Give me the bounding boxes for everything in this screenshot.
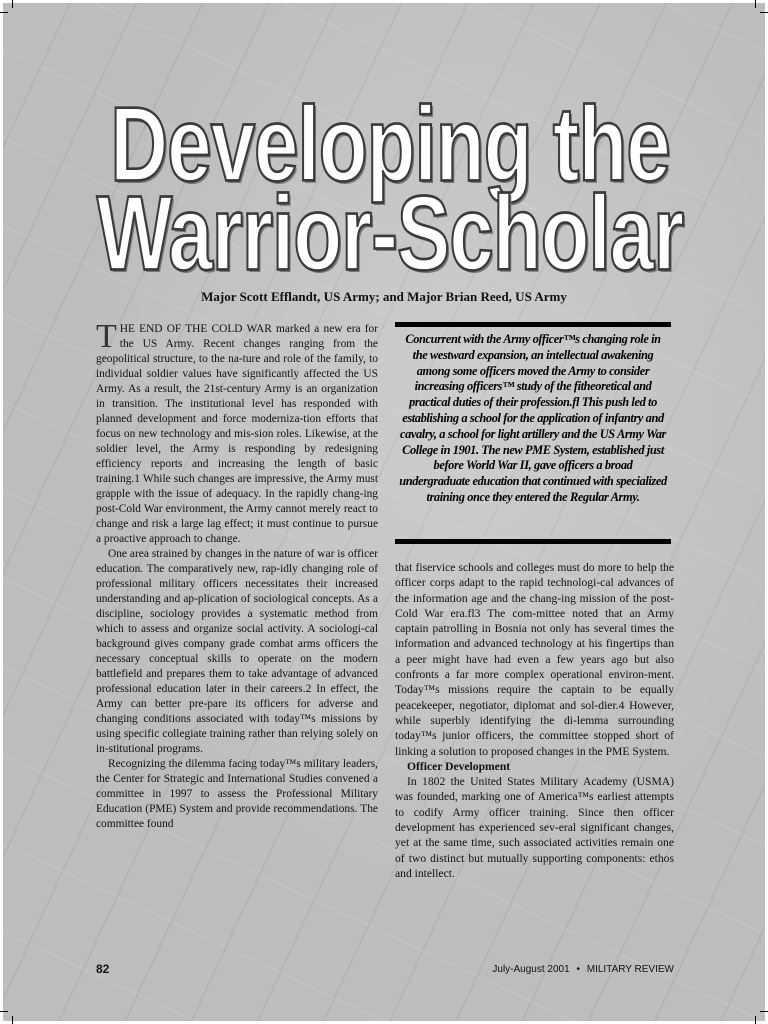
crop-mark bbox=[755, 0, 756, 8]
paragraph: One area strained by changes in the nature of war is officer education. The comparatively new, rap-idly changing role of professional military officers necessitates their increased understanding and ap-plication of sociological concepts. As a discipline, sociology provides a systematic method from which to assess and organize social activity. A sociologi-cal background gives company grade combat arms officers the necessary conceptual skills to operate on the modern battlefield and prepares them to take advantage of advanced professional education later in their careers.2 In effect, the Army can better pre-pare its officers for adverse and changing conditions associated with today™s missions by using specific collegiate training rather than relying solely on in-stitutional programs. bbox=[96, 548, 378, 755]
drop-cap: T bbox=[96, 318, 117, 355]
section-heading: Officer Development bbox=[407, 759, 511, 773]
crop-mark bbox=[12, 0, 13, 8]
paragraph: Recognizing the dilemma facing today™s military leaders, the Center for Strategic and International Studies convened a committee in 1997 to assess the Professional Military Education (PME) System and provide recommendations. The committee found bbox=[96, 758, 378, 830]
running-footer bbox=[430, 964, 674, 975]
crop-mark bbox=[755, 1016, 756, 1024]
crop-mark bbox=[760, 12, 768, 13]
right-column bbox=[395, 560, 674, 881]
article-title-line-1: Developing the bbox=[110, 85, 670, 203]
crop-mark bbox=[760, 1011, 768, 1012]
page-number: 82 bbox=[96, 962, 110, 976]
article-title-line-2: Warrior-Scholar bbox=[96, 174, 684, 292]
publication-name: MILITARY REVIEW bbox=[586, 964, 674, 975]
left-column bbox=[96, 318, 378, 832]
crop-mark bbox=[0, 12, 8, 13]
paragraph: In 1802 the United States Military Academy (USMA) was founded, marking one of America™s earliest attempts to codify Army officer training. Since then officer development has experienced sev-eral significant changes, yet at the same time, such associated activities remain one of two distinct but mutually supporting components: ethos and intellect. bbox=[395, 775, 674, 880]
issue-date: July-August 2001 bbox=[492, 964, 570, 975]
byline: Major Scott Efflandt, US Army; and Major Brian Reed, US Army bbox=[201, 289, 567, 304]
paragraph bbox=[96, 318, 378, 547]
crop-mark bbox=[0, 1011, 8, 1012]
paragraph-text: HE END OF THE COLD WAR marked a new era for the US Army. Recent changes ranging from the geopolitical structure, to the na-ture and role of the family, to individual soldier values have significantly affected the US Army. As a result, the 21st-century Army is an organization in transition. The institutional level has responded with planned development and force moderniza-tion efforts that focus on new technology and mis-sion roles. Likewise, at the soldier level, the Army is responding by redesigning efficiency reports and increasing the length of basic training.1 While such changes are impressive, the Army must grapple with the issue of adequacy. In the rapidly chang-ing post-Cold War environment, the Army cannot merely react to change and risk a large lag effect; it must continue to pursue a proactive approach to change. bbox=[96, 323, 378, 545]
pull-quote: Concurrent with the Army officer™s changing role in the westward expansion, an intellectual awakening among some officers moved the Army to consider increasing officers™ study of the fitheoretical and practical duties of their profession.fl This push led to establishing a school for the application of infantry and cavalry, a school for light artillery and the US Army War College in 1901. The new PME System, established just before World War II, gave officers a broad undergraduate education that continued with specialized training once they entered the Regular Army. bbox=[395, 322, 671, 544]
paragraph: that fiservice schools and colleges must do more to help the officer corps adapt to the rapid technologi-cal advances of the information age and the chang-ing mission of the post-Cold War era.fl3 The com-mittee noted that an Army captain patrolling in Bosnia not only has several times the information and advanced technology at his fingertips than a peer might have had even a few years ago but also confronts a far more complex operational environ-ment. Today™s missions require the captain to be equally peacekeeper, negotiator, diplomat and sol-dier.4 However, while superbly identifying the di-lemma surrounding today™s junior officers, the committee stopped short of linking a solution to proposed changes in the PME System. bbox=[395, 561, 674, 758]
crop-mark bbox=[12, 1016, 13, 1024]
bullet-separator: • bbox=[576, 964, 580, 975]
